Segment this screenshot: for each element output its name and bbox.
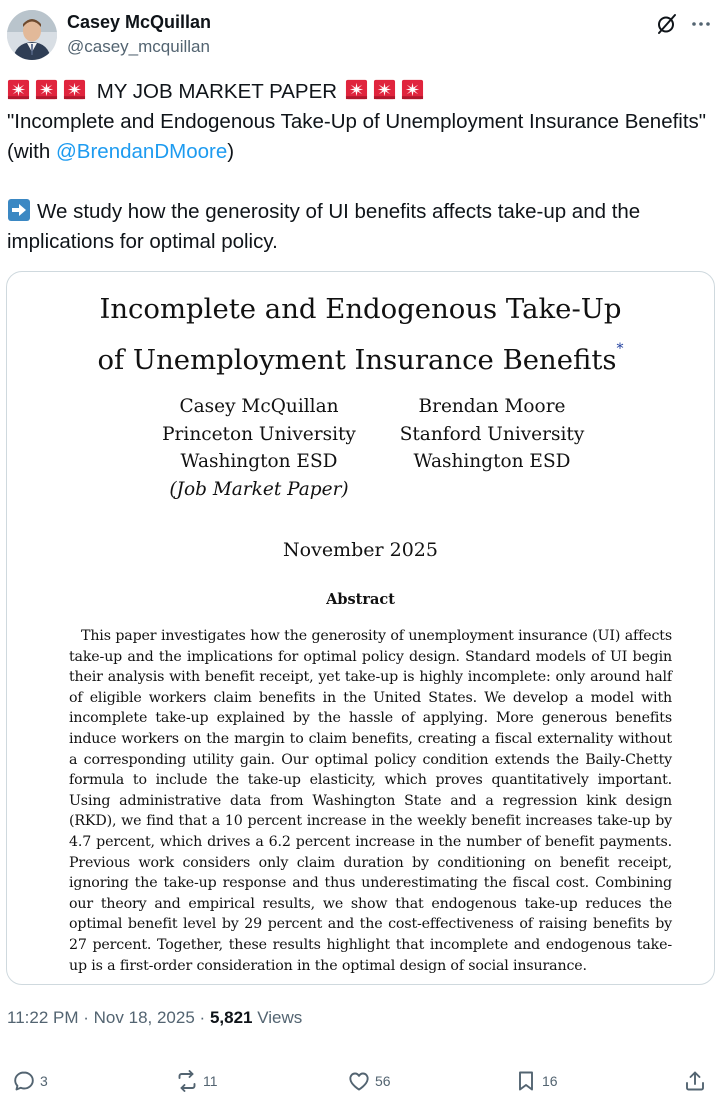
paper-title-line1: Incomplete and Endogenous Take-Up bbox=[99, 293, 622, 325]
reply-count: 3 bbox=[40, 1073, 48, 1089]
abstract-heading: Abstract bbox=[326, 591, 395, 608]
bookmark-count: 16 bbox=[542, 1073, 558, 1089]
meta-separator: · bbox=[83, 1008, 89, 1027]
paragraph-gap bbox=[7, 167, 707, 197]
siren-emoji bbox=[63, 78, 86, 101]
tweet-title: "Incomplete and Endogenous Take-Up of Unemployment Insurance Benefits" (with bbox=[7, 110, 707, 163]
author1-name: Casey McQuillan bbox=[179, 396, 339, 417]
paper-title-line2-wrap bbox=[7, 329, 714, 380]
siren-emoji bbox=[7, 78, 30, 101]
tweet-date[interactable]: Nov 18, 2025 bbox=[93, 1008, 195, 1027]
tweet-text bbox=[7, 77, 707, 257]
author2-name: Brendan Moore bbox=[418, 396, 566, 417]
avatar-image bbox=[7, 10, 57, 60]
share-button[interactable] bbox=[683, 1068, 707, 1094]
tweet-title-close: ) bbox=[227, 140, 235, 163]
tweet-header bbox=[7, 8, 717, 62]
tweet-headline-line bbox=[7, 77, 707, 107]
share-icon bbox=[683, 1069, 707, 1093]
reply-button[interactable] bbox=[12, 1068, 48, 1094]
tweet-meta bbox=[7, 1008, 302, 1028]
meta-separator: · bbox=[199, 1008, 206, 1027]
paper-title-line2: of Unemployment Insurance Benefits bbox=[97, 344, 617, 376]
siren-emoji bbox=[373, 78, 396, 101]
more-icon[interactable] bbox=[689, 12, 713, 36]
mention-link[interactable]: @BrendanDMoore bbox=[56, 140, 228, 163]
paper-author-2 bbox=[382, 393, 602, 476]
abstract-body: This paper investigates how the generosity of unemployment insurance (UI) affects take-up and the implications for optimal policy design. Standard models of UI begin their analysis with benefit receipt, yet take-up is highly incomplete: only around half of eligible workers claim benefits in the United States. We develop a model with incomplete take-up explained by the hassle of applying. More generous benefits induce workers on the margin to claim benefits, creating a fiscal externality without a corresponding utility gain. Our optimal policy condition extends the Baily-Chetty formula to include the take-up elasticity, which proves quantitatively important. Using administrative data from Washington State and a regression kink design (RKD), we find that a 10 percent increase in the weekly benefit increases take-up by 4.7 percent, which drives a 6.2 percent increase in the number of benefit payments. Previous work considers only claim duration by conditioning on benefit receipt, ignoring the take-up response and thus underestimating the fiscal cost. Combining our theory and empirical results, we show that endogenous take-up reduces the optimal benefit level by 29 percent and the cost-effectiveness of raising benefits by 27 percent. Together, these results highlight that incomplete and endogenous take-up is a first-order consideration in the optimal design of social insurance. bbox=[69, 628, 672, 974]
like-icon bbox=[347, 1069, 371, 1093]
author1-affiliation2: Washington ESD bbox=[180, 451, 338, 472]
repost-button[interactable] bbox=[175, 1068, 218, 1094]
views-label: Views bbox=[257, 1008, 303, 1027]
tweet-title-paragraph bbox=[7, 107, 707, 167]
like-count: 56 bbox=[375, 1073, 391, 1089]
siren-emoji bbox=[35, 78, 58, 101]
tweet-summary: We study how the generosity of UI benefits affects take-up and the implications for optimal policy. bbox=[7, 200, 641, 253]
siren-emoji bbox=[345, 78, 368, 101]
reply-icon bbox=[12, 1069, 36, 1093]
repost-count: 11 bbox=[203, 1073, 218, 1089]
siren-emoji bbox=[401, 78, 424, 101]
author2-affiliation1: Stanford University bbox=[399, 423, 585, 445]
tweet-summary-paragraph bbox=[7, 197, 707, 257]
right-arrow-emoji bbox=[7, 198, 31, 222]
paper-author-1 bbox=[125, 393, 393, 503]
author1-affiliation1: Princeton University bbox=[162, 423, 356, 445]
tweet-time[interactable]: 11:22 PM bbox=[7, 1008, 79, 1027]
tweet-headline: MY JOB MARKET PAPER bbox=[96, 80, 338, 103]
media-image[interactable] bbox=[6, 271, 715, 985]
paper-page bbox=[7, 272, 714, 984]
action-bar bbox=[0, 1064, 723, 1098]
paper-title-marker: * bbox=[616, 341, 624, 357]
bookmark-icon bbox=[514, 1069, 538, 1093]
views-count: 5,821 bbox=[209, 1008, 253, 1027]
paper-date: November 2025 bbox=[283, 539, 438, 561]
like-button[interactable] bbox=[347, 1068, 391, 1094]
author-handle[interactable]: @casey_mcquillan bbox=[67, 37, 210, 56]
bookmark-button[interactable] bbox=[514, 1068, 558, 1094]
paper-title bbox=[7, 289, 714, 380]
repost-icon bbox=[175, 1069, 199, 1093]
grok-icon[interactable] bbox=[655, 12, 679, 36]
author-name[interactable]: Casey McQuillan bbox=[67, 12, 212, 32]
author1-note: (Job Market Paper) bbox=[169, 478, 349, 500]
author2-affiliation2: Washington ESD bbox=[413, 451, 571, 472]
avatar[interactable] bbox=[7, 10, 57, 60]
